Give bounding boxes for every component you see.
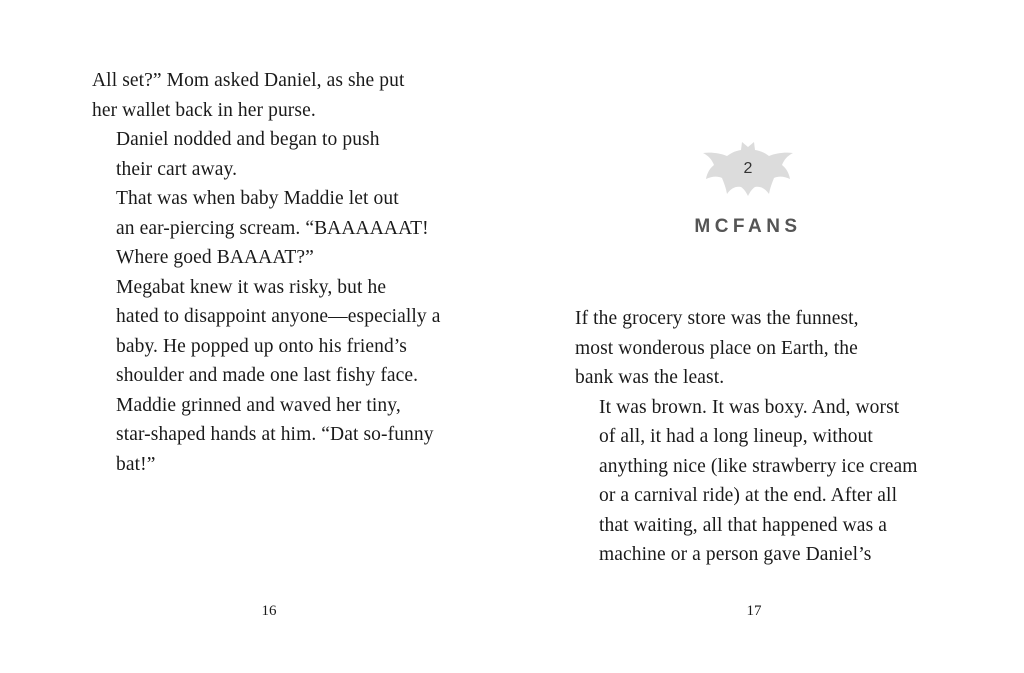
text-line: Daniel nodded and began to push bbox=[116, 129, 380, 150]
text-line: Where goed BAAAAT?” bbox=[116, 247, 314, 268]
text-line: shoulder and made one last fishy face. bbox=[116, 365, 419, 386]
text-line: Megabat knew it was risky, but he bbox=[116, 276, 387, 298]
chapter-number: 2 bbox=[743, 160, 753, 177]
text-line: If the grocery store was the funnest, bbox=[575, 308, 859, 329]
text-line: anything nice (like strawberry ice cream bbox=[599, 455, 918, 477]
text-line: machine or a person gave Daniel’s bbox=[599, 544, 872, 565]
left-paragraph-3 bbox=[92, 184, 462, 273]
text-line: her wallet back in her purse. bbox=[92, 99, 316, 121]
text-line: that waiting, all that happened was a bbox=[599, 514, 887, 536]
left-paragraph-2 bbox=[92, 125, 462, 184]
text-line: bat!” bbox=[116, 453, 156, 475]
chapter-emblem bbox=[700, 141, 796, 197]
text-line: their cart away. bbox=[116, 158, 238, 180]
text-line: of all, it had a long lineup, without bbox=[599, 426, 873, 447]
left-paragraph-1 bbox=[92, 66, 462, 125]
chapter-title: MCFANS bbox=[694, 216, 802, 237]
text-line: star-shaped hands at him. “Dat so-funny bbox=[116, 424, 434, 445]
text-line: bank was the least. bbox=[575, 367, 725, 388]
right-page bbox=[512, 0, 1024, 673]
text-line: Maddie grinned and waved her tiny, bbox=[116, 394, 401, 416]
text-line: an ear-piercing scream. “BAAAAAAT! bbox=[116, 217, 429, 239]
left-page-body-text bbox=[92, 66, 462, 479]
page-number: 17 bbox=[746, 603, 762, 619]
text-line: most wonderous place on Earth, the bbox=[575, 337, 858, 359]
text-line: That was when baby Maddie let out bbox=[116, 188, 399, 209]
right-page-body-text bbox=[575, 304, 945, 570]
text-line: All set?” Mom asked Daniel, as she put bbox=[92, 70, 405, 91]
text-line: baby. He popped up onto his friend’s bbox=[116, 335, 407, 357]
left-paragraph-5 bbox=[92, 391, 462, 480]
page-number: 16 bbox=[261, 603, 277, 619]
text-line: It was brown. It was boxy. And, worst bbox=[599, 396, 900, 418]
right-paragraph-1 bbox=[575, 304, 945, 393]
text-line: or a carnival ride) at the end. After all bbox=[599, 485, 898, 506]
text-line: hated to disappoint anyone—especially a bbox=[116, 306, 441, 327]
left-paragraph-4 bbox=[92, 273, 462, 391]
right-paragraph-2 bbox=[575, 393, 945, 570]
